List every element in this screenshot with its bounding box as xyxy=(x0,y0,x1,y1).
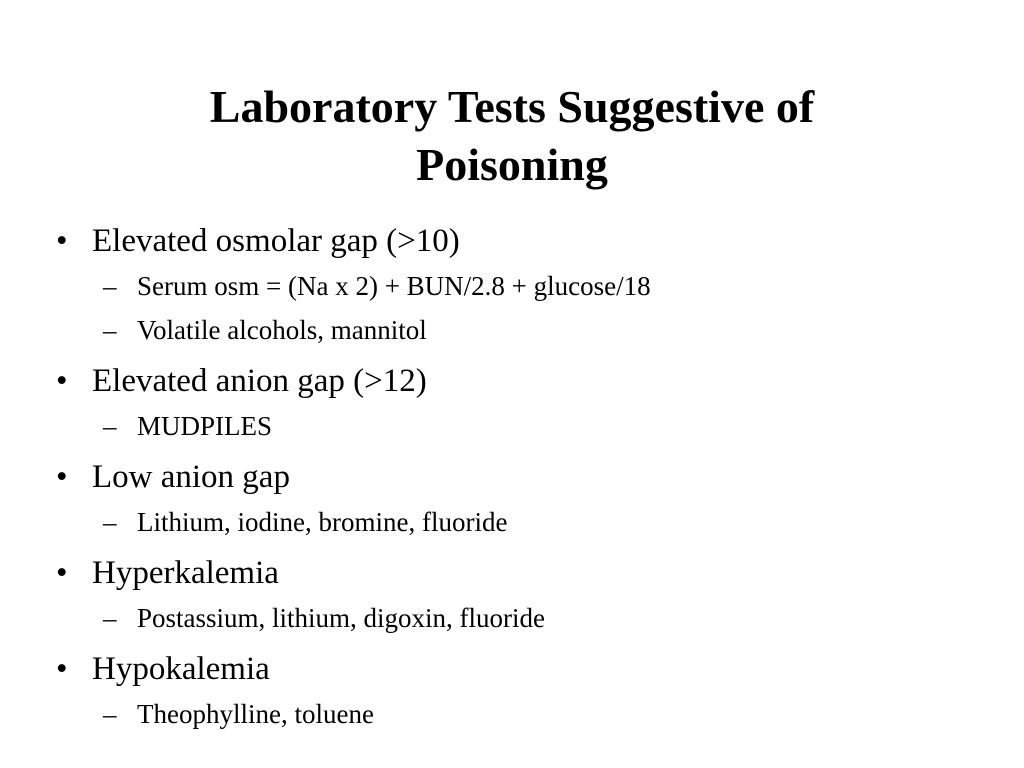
sub-bullet-marker: – xyxy=(103,411,117,441)
bullet-marker: • xyxy=(56,223,68,259)
bullet-text: Elevated anion gap (>12) xyxy=(92,363,427,399)
sub-bullet-text: Postassium, lithium, digoxin, fluoride xyxy=(137,603,546,633)
bullet-text: Elevated osmolar gap (>10) xyxy=(92,223,460,259)
sub-bullet-item xyxy=(0,404,1024,448)
sub-bullet-marker: – xyxy=(103,699,117,729)
bullet-list xyxy=(0,218,1024,736)
bullet-marker: • xyxy=(56,651,68,687)
bullet-item xyxy=(0,358,1024,404)
sub-bullet-item xyxy=(0,596,1024,640)
slide-title xyxy=(0,78,1024,194)
bullet-item xyxy=(0,454,1024,500)
bullet-marker: • xyxy=(56,363,68,399)
bullet-text: Hyperkalemia xyxy=(92,555,279,591)
sub-bullet-item xyxy=(0,500,1024,544)
sub-bullet-marker: – xyxy=(103,603,117,633)
sub-bullet-text: Volatile alcohols, mannitol xyxy=(137,315,427,345)
sub-bullet-item xyxy=(0,264,1024,308)
bullet-item xyxy=(0,218,1024,264)
bullet-item xyxy=(0,550,1024,596)
sub-bullet-text: MUDPILES xyxy=(137,411,273,441)
sub-bullet-marker: – xyxy=(103,315,117,345)
sub-bullet-text: Serum osm = (Na x 2) + BUN/2.8 + glucose/18 xyxy=(137,271,651,301)
sub-bullet-text: Theophylline, toluene xyxy=(137,699,374,729)
slide-title-line-1: Laboratory Tests Suggestive of xyxy=(209,81,815,132)
sub-bullet-text: Lithium, iodine, bromine, fluoride xyxy=(137,507,508,537)
bullet-marker: • xyxy=(56,459,68,495)
sub-bullet-marker: – xyxy=(103,507,117,537)
sub-bullet-marker: – xyxy=(103,271,117,301)
bullet-text: Hypokalemia xyxy=(92,651,270,687)
sub-bullet-item xyxy=(0,692,1024,736)
slide-title-line-2: Poisoning xyxy=(416,139,608,190)
sub-bullet-item xyxy=(0,308,1024,352)
bullet-item xyxy=(0,646,1024,692)
bullet-marker: • xyxy=(56,555,68,591)
bullet-text: Low anion gap xyxy=(92,459,290,495)
